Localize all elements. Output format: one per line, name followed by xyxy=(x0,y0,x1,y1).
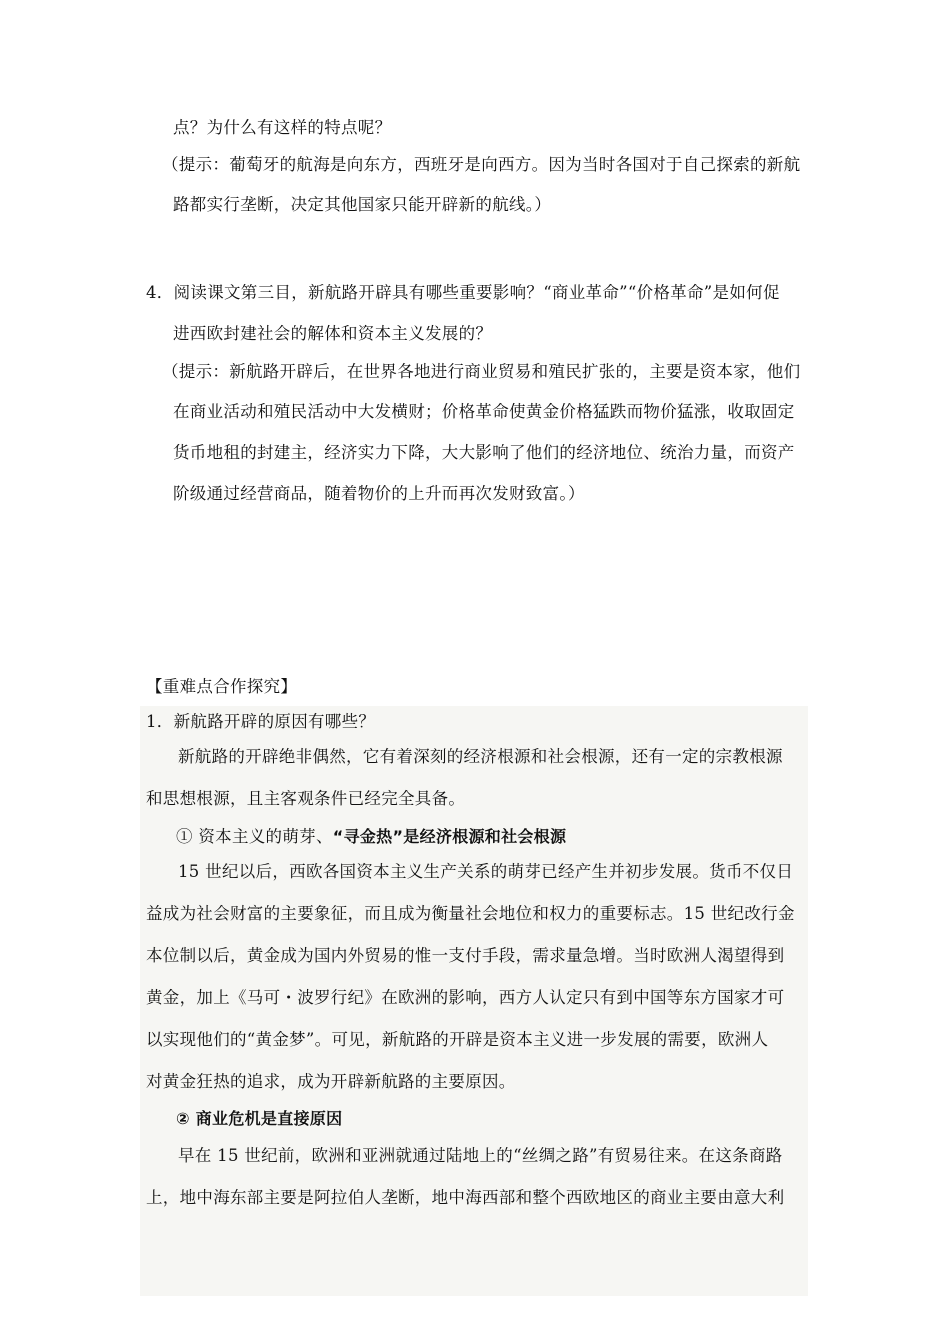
q3-hint-line-1: （提示：葡萄牙的航海是向东方，西班牙是向西方。因为当时各国对于自己探索的新航 xyxy=(162,155,801,174)
subheading-1-prefix: ① 资本主义的萌芽、 xyxy=(176,827,333,846)
subheading-1-bold: “寻金热”是经济根源和社会根源 xyxy=(332,827,567,846)
q3-text-line-1: 点？为什么有这样的特点呢？ xyxy=(173,118,392,137)
q4-hint-line-3: 货币地租的封建主，经济实力下降，大大影响了他们的经济地位、统治力量，而资产 xyxy=(173,443,795,462)
q4-hint-line-4: 阶级通过经营商品，随着物价的上升而再次发财致富。） xyxy=(173,484,585,503)
intro-line-2: 和思想根源，且主客观条件已经完全具备。 xyxy=(146,789,466,808)
subheading-2: ② 商业危机是直接原因 xyxy=(176,1109,343,1128)
q4-hint-line-2: 在商业活动和殖民活动中大发横财；价格革命使黄金价格猛跌而物价猛涨，收取固定 xyxy=(173,402,795,421)
q4-text-line-1: 4．阅读课文第三目，新航路开辟具有哪些重要影响？“商业革命”“价格革命”是如何促 xyxy=(146,283,780,302)
para1-line-1: 15 世纪以后，西欧各国资本主义生产关系的萌芽已经产生并初步发展。货币不仅日 xyxy=(178,862,794,881)
section-heading: 【重难点合作探究】 xyxy=(146,677,298,696)
para1-line-4: 黄金，加上《马可・波罗行纪》在欧洲的影响，西方人认定只有到中国等东方国家才可 xyxy=(146,988,785,1007)
q1-title-text: 1．新航路开辟的原因有哪些？ xyxy=(146,712,376,731)
subheading-1 xyxy=(176,827,566,847)
para1-line-6: 对黄金狂热的追求，成为开辟新航路的主要原因。 xyxy=(146,1072,516,1091)
para1-line-5: 以实现他们的“黄金梦”。可见，新航路的开辟是资本主义进一步发展的需要，欧洲人 xyxy=(146,1030,769,1049)
para1-line-2: 益成为社会财富的主要象征，而且成为衡量社会地位和权力的重要标志。15 世纪改行金 xyxy=(146,904,795,923)
q4-hint-line-1: （提示：新航路开辟后，在世界各地进行商业贸易和殖民扩张的，主要是资本家，他们 xyxy=(162,362,801,381)
intro-line-1: 新航路的开辟绝非偶然，它有着深刻的经济根源和社会根源，还有一定的宗教根源 xyxy=(178,747,783,766)
q4-text-line-2: 进西欧封建社会的解体和资本主义发展的？ xyxy=(173,324,493,343)
para2-line-1: 早在 15 世纪前，欧洲和亚洲就通过陆地上的“丝绸之路”有贸易往来。在这条商路 xyxy=(178,1146,783,1165)
para2-line-2: 上，地中海东部主要是阿拉伯人垄断，地中海西部和整个西欧地区的商业主要由意大利 xyxy=(146,1188,785,1207)
para1-line-3: 本位制以后，黄金成为国内外贸易的惟一支付手段，需求量急增。当时欧洲人渴望得到 xyxy=(146,946,785,965)
q1-title xyxy=(146,712,375,732)
q3-hint-line-2: 路都实行垄断，决定其他国家只能开辟新的航线。） xyxy=(173,195,552,214)
